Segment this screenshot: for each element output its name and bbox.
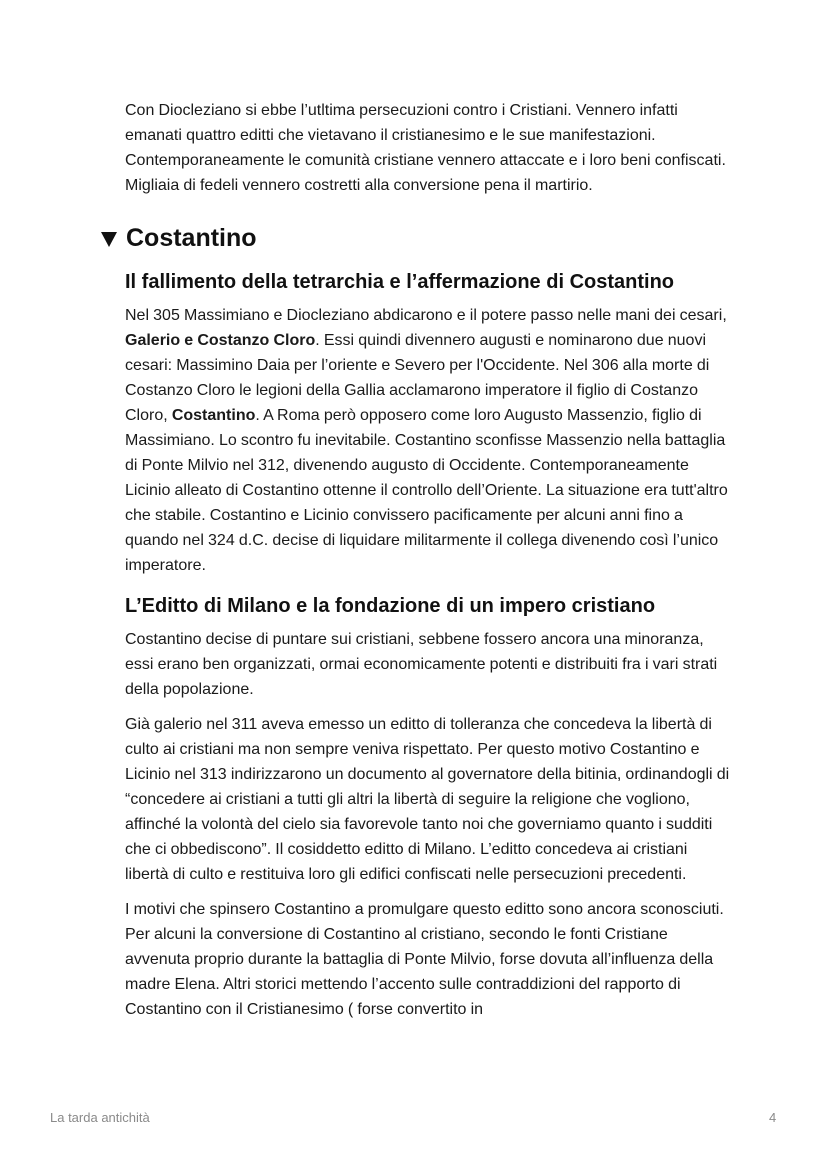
paragraph-editto: Già galerio nel 311 aveva emesso un editto di tolleranza che concedeva la libertà di culto ai cristiani ma non sempre veniva rispettato. Per questo motivo Costantino e Licinio nel 313 indirizzarono un documento al governatore della bitinia, ordinandogli di “concedere ai cristiani a tutti gli altri la libertà di seguire la religione che vogliono, affinché la volontà del cielo sia favorevole tanto noi che governiamo quanto i sudditi che ci obbediscono”. Il cosiddetto editto di Milano. L’editto concedeva ai cristiani libertà di culto e restituiva loro gli edifici confiscati nelle persecuzioni precedenti.: [125, 716, 730, 883]
paragraph-tetrarchia: [125, 303, 730, 578]
page-content: [125, 98, 730, 1032]
paragraph-motivi: I motivi che spinsero Costantino a promulgare questo editto sono ancora sconosciuti. Per alcuni la conversione di Costantino al cristiano, secondo le fonti Cristiane avvenuta proprio durante la battaglia di Ponte Milvio, forse dovuta all’influenza della madre Elena. Altri storici mettendo l’accento sulle contraddizioni del rapporto di Costantino con il Cristianesimo ( forse convertito in: [125, 901, 724, 1018]
page-number: 4: [769, 1110, 777, 1125]
intro-paragraph: Con Diocleziano si ebbe l’utltima persecuzioni contro i Cristiani. Vennero infatti emanati quattro editti che vietavano il cristianesimo e le sue manifestazioni. Contemporaneamente le comunità cristiane vennero attaccate e i loro beni confiscati. Migliaia di fedeli vennero costretti alla conversione pena il martirio.: [125, 102, 726, 194]
subsection-title-editto: L’Editto di Milano e la fondazione di un impero cristiano: [125, 595, 656, 617]
bold-costantino: Costantino: [171, 407, 256, 424]
text-run: . A Roma però opposero come loro Augusto Massenzio, figlio di Massimiano. Lo scontro fu inevitabile. Costantino sconfisse Massenzio nella battaglia di Ponte Milvio nel 312, divenendo augusto di Occidente. Contemporaneamente Licinio alleato di Costantino ottenne il controllo dell’Oriente. La situazione era tutt'altro che stabile. Costantino e Licinio convissero pacificamente per alcuni anni fino a quando nel 324 d.C. decise di liquidare militarmente il collega divenendo così l’unico imperatore.: [125, 407, 728, 574]
subsection-title-tetrarchia: Il fallimento della tetrarchia e l’affermazione di Costantino: [125, 271, 675, 293]
footer-title: La tarda antichità: [50, 1110, 150, 1125]
section-heading-costantino[interactable]: [101, 218, 730, 258]
collapse-triangle-icon[interactable]: [101, 232, 117, 247]
bold-galerio-costanzo: Galerio e Costanzo Cloro: [125, 332, 316, 349]
section-title: Costantino: [126, 223, 257, 252]
paragraph-cristiani: Costantino decise di puntare sui cristiani, sebbene fossero ancora una minoranza, essi erano ben organizzati, ormai economicamente potenti e distribuiti fra i vari strati della popolazione.: [125, 631, 718, 698]
text-run: Nel 305 Massimiano e Diocleziano abdicarono e il potere passo nelle mani dei cesari,: [125, 307, 727, 324]
text-run: . Essi quindi divennero augusti e nominarono due nuovi cesari: Massimino Daia per l’oriente e Severo per l'Occidente. Nel 306 alla morte di Costanzo Cloro le legioni della Gallia acclamarono imperatore il figlio di Costanzo Cloro,: [125, 332, 710, 424]
